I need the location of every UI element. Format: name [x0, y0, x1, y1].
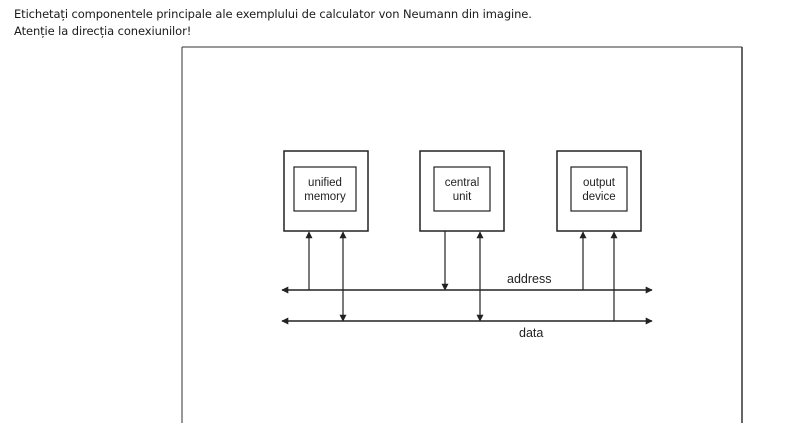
memory-label-box — [294, 167, 356, 211]
memory-label-line2: memory — [304, 191, 346, 203]
output-component — [557, 151, 641, 231]
address-bus-label: address — [507, 272, 552, 286]
memory-label-line1: unified — [308, 177, 342, 189]
output-label-box — [571, 167, 627, 211]
figure-frame — [182, 47, 742, 423]
cpu-label-line2: unit — [452, 191, 472, 203]
output-label-line2: device — [582, 191, 616, 203]
data-bus-label: data — [519, 326, 544, 340]
cpu-component — [420, 151, 504, 231]
instruction-line-2: Atenție la direcția conexiunilor! — [14, 24, 192, 38]
output-label-line1: output — [583, 177, 615, 189]
instruction-line-1: Etichetați componentele principale ale exemplului de calculator von Neumann din imagine. — [14, 7, 532, 21]
memory-component — [284, 151, 368, 231]
cpu-label-line1: central — [444, 177, 480, 189]
cpu-label-box — [434, 167, 490, 211]
